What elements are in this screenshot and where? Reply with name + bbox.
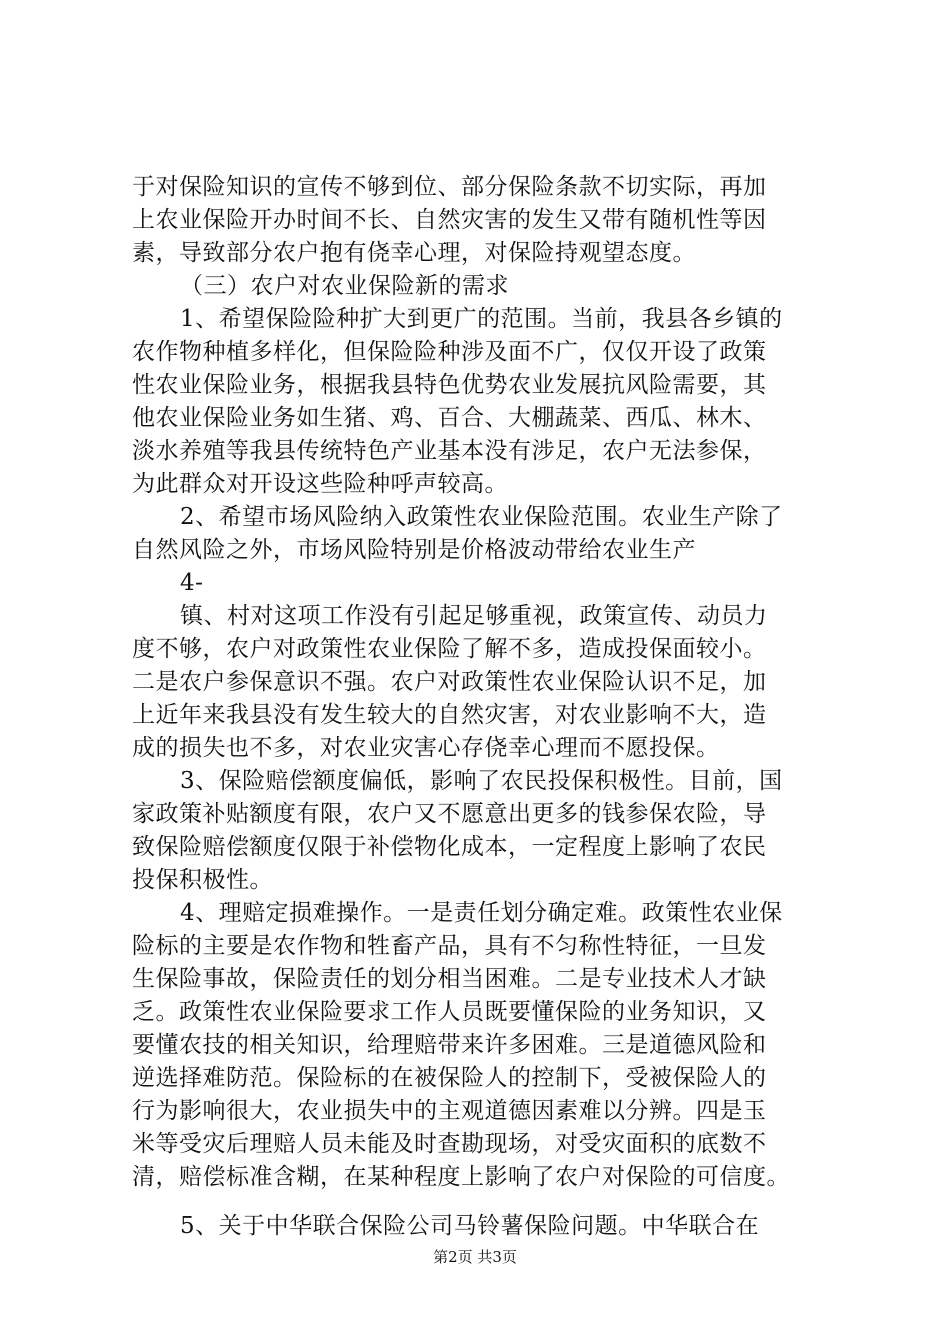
text-line: 5、关于中华联合保险公司马铃薯保险问题。中华联合在 — [180, 1213, 760, 1239]
text-line: 险标的主要是农作物和牲畜产品，具有不匀称性特征，一旦发 — [132, 933, 767, 959]
text-line: 行为影响很大，农业损失中的主观道德因素难以分辨。四是玉 — [132, 1098, 767, 1124]
text-line: 生保险事故，保险责任的划分相当困难。二是专业技术人才缺 — [132, 966, 767, 992]
text-line: 度不够，农户对政策性农业保险了解不多，造成投保面较小。 — [132, 636, 767, 662]
text-line: 他农业保险业务如生猪、鸡、百合、大棚蔬菜、西瓜、林木、 — [132, 405, 767, 431]
text-line: 素，导致部分农户抱有侥幸心理，对保险持观望态度。 — [132, 240, 696, 266]
text-line: 自然风险之外，市场风险特别是价格波动带给农业生产 — [132, 537, 696, 563]
text-line: 要懂农技的相关知识，给理赔带来许多困难。三是道德风险和 — [132, 1032, 767, 1058]
text-line: 上近年来我县没有发生较大的自然灾害，对农业影响不大，造 — [132, 702, 767, 728]
text-line: 1、希望保险险种扩大到更广的范围。当前，我县各乡镇的 — [180, 306, 783, 332]
text-line: 农作物种植多样化，但保险险种涉及面不广，仅仅开设了政策 — [132, 339, 767, 365]
text-line: 2、希望市场风险纳入政策性农业保险范围。农业生产除了 — [180, 504, 783, 530]
text-line: 致保险赔偿额度仅限于补偿物化成本，一定程度上影响了农民 — [132, 834, 767, 860]
text-line: 淡水养殖等我县传统特色产业基本没有涉足，农户无法参保， — [132, 438, 767, 464]
text-line: 4、理赔定损难操作。一是责任划分确定难。政策性农业保 — [180, 900, 783, 926]
text-line: 家政策补贴额度有限，农户又不愿意出更多的钱参保农险，导 — [132, 801, 767, 827]
text-line: 为此群众对开设这些险种呼声较高。 — [132, 471, 508, 497]
text-line: 清，赔偿标准含糊，在某种程度上影响了农户对保险的可信度。 — [132, 1164, 790, 1190]
text-line: 镇、村对这项工作没有引起足够重视，政策宣传、动员力 — [180, 603, 768, 629]
text-line: 上农业保险开办时间不长、自然灾害的发生又带有随机性等因 — [132, 207, 767, 233]
text-line: 逆选择难防范。保险标的在被保险人的控制下，受被保险人的 — [132, 1065, 767, 1091]
text-line: 投保积极性。 — [132, 867, 273, 893]
page-footer: 第2页 共3页 — [433, 1248, 517, 1266]
page-marker: 4- — [180, 570, 204, 596]
text-line: 性农业保险业务，根据我县特色优势农业发展抗风险需要，其 — [132, 372, 767, 398]
text-line: 米等受灾后理赔人员未能及时查勘现场，对受灾面积的底数不 — [132, 1131, 767, 1157]
text-line: 成的损失也不多，对农业灾害心存侥幸心理而不愿投保。 — [132, 735, 720, 761]
text-line: 于对保险知识的宣传不够到位、部分保险条款不切实际，再加 — [132, 174, 767, 200]
text-line: 乏。政策性农业保险要求工作人员既要懂保险的业务知识，又 — [132, 999, 767, 1025]
section-heading: （三）农户对农业保险新的需求 — [180, 273, 509, 299]
text-line: 3、保险赔偿额度偏低，影响了农民投保积极性。目前，国 — [180, 768, 783, 794]
text-line: 二是农户参保意识不强。农户对政策性农业保险认识不足，加 — [132, 669, 767, 695]
